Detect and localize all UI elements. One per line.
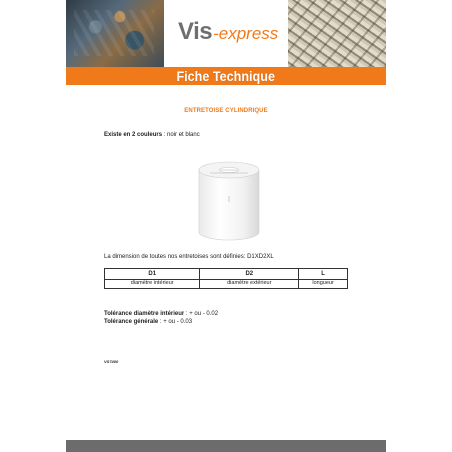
screws-photo — [288, 0, 386, 67]
dimension-intro: La dimension de toutes nos entretoises sont définies: D1XD2XL — [104, 254, 274, 260]
col-l-header: L — [299, 269, 348, 280]
colors-value: : noir et blanc — [162, 132, 200, 138]
tools-photo — [66, 0, 164, 67]
title-bar — [66, 67, 386, 85]
tolerance-general — [104, 319, 192, 325]
logo-main-text: Vis — [178, 18, 213, 45]
tolerance-inner-label: Tolérance diamètre intérieur — [104, 311, 185, 317]
col-d2-header: D2 — [200, 269, 299, 280]
spacer-illustration — [196, 160, 262, 242]
colors-line — [104, 132, 200, 138]
col-d1-header: D1 — [105, 269, 200, 280]
brand-logo — [178, 18, 278, 48]
col-d2-desc: diamètre extérieur — [200, 280, 299, 289]
logo-sub-text: -express — [213, 24, 279, 43]
header-banner — [66, 0, 386, 67]
dimension-table — [104, 268, 348, 289]
tolerance-general-value: : + ou - 0.03 — [158, 319, 193, 325]
table-row — [105, 280, 348, 289]
tolerance-inner-value: : + ou - 0.02 — [184, 311, 219, 317]
product-reference: VS7400 — [104, 359, 119, 364]
tolerance-general-label: Tolérance générale — [104, 319, 159, 325]
page-title: Fiche Technique — [176, 68, 276, 84]
table-header-row — [105, 269, 348, 280]
tolerance-inner — [104, 311, 218, 317]
col-l-desc: longueur — [299, 280, 348, 289]
datasheet-page — [66, 0, 386, 452]
col-d1-desc: diamètre intérieur — [105, 280, 200, 289]
product-name: ENTRETOISE CYLINDRIQUE — [184, 108, 268, 114]
footer-bar — [66, 440, 386, 452]
spacer-body — [199, 170, 259, 240]
colors-label: Existe en 2 couleurs — [104, 132, 163, 138]
